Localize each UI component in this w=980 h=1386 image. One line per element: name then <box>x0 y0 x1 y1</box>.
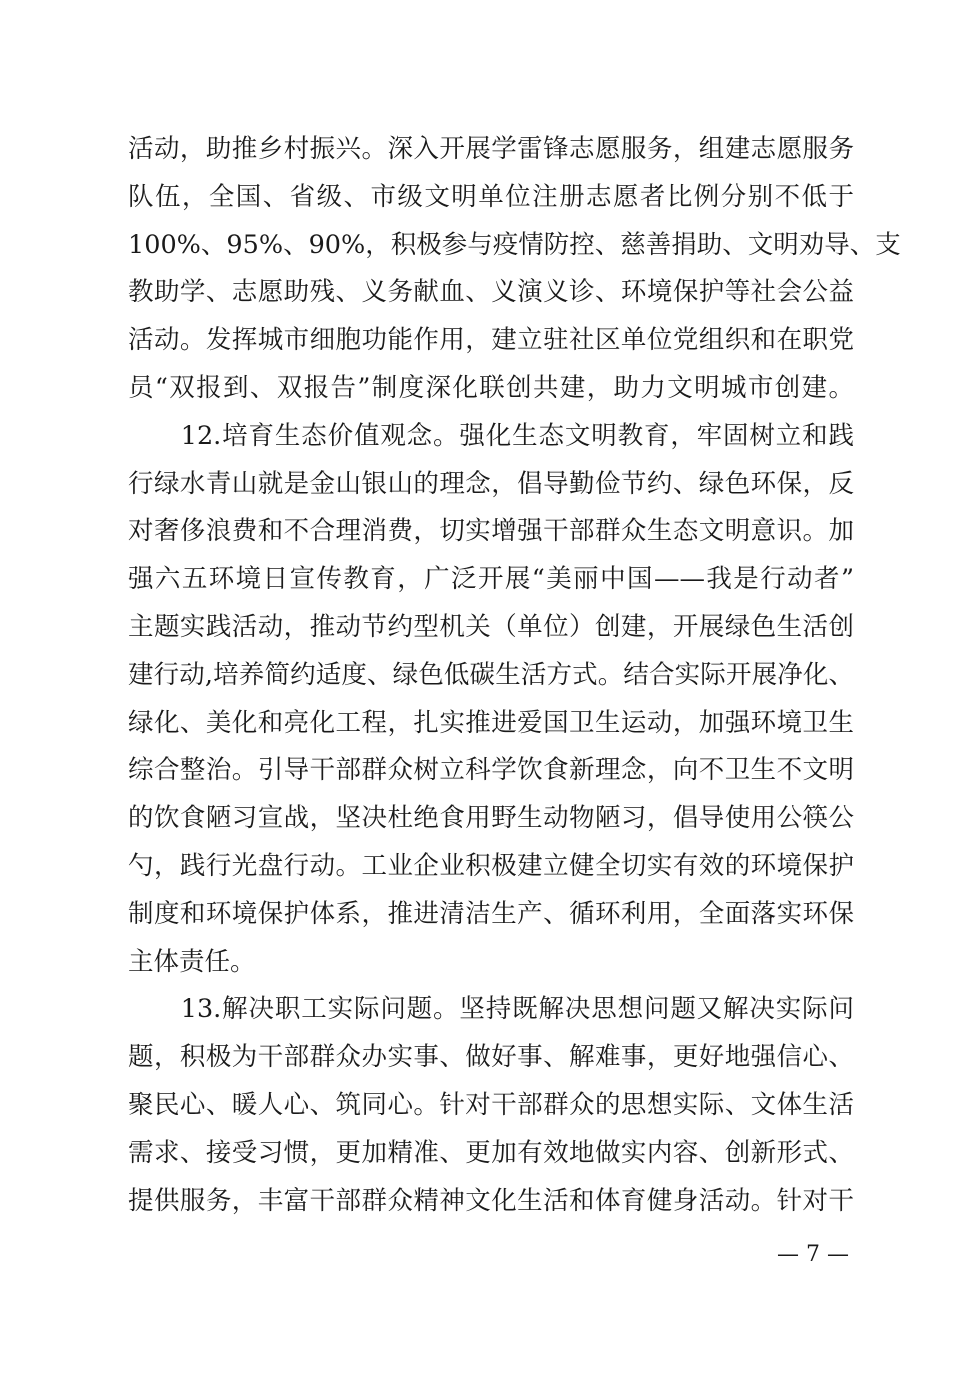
text-line: 题，积极为干部群众办实事、做好事、解难事，更好地强信心、 <box>128 1042 854 1073</box>
text-line: 教助学、志愿助残、义务献血、义演义诊、环境保护等社会公益 <box>128 277 854 308</box>
text-line: 12.培育生态价值观念。强化生态文明教育，牢固树立和践 <box>128 420 854 451</box>
text-line: 活动。发挥城市细胞功能作用，建立驻社区单位党组织和在职党 <box>128 325 854 356</box>
text-line: 的饮食陋习宣战，坚决杜绝食用野生动物陋习，倡导使用公筷公 <box>128 803 854 834</box>
text-line: 100%、95%、90%，积极参与疫情防控、慈善捐助、文明劝导、支 <box>128 229 901 260</box>
text-line: 制度和环境保护体系，推进清洁生产、循环利用，全面落实环保 <box>128 898 854 929</box>
text-line: 绿化、美化和亮化工程，扎实推进爱国卫生运动，加强环境卫生 <box>128 707 854 738</box>
text-line: 行绿水青山就是金山银山的理念，倡导勤俭节约、绿色环保，反 <box>128 468 854 499</box>
text-line: 提供服务，丰富干部群众精神文化生活和体育健身活动。针对干 <box>128 1185 854 1216</box>
text-line: 主体责任。 <box>128 946 256 977</box>
text-line: 强六五环境日宣传教育，广泛开展“美丽中国——我是行动者” <box>128 564 854 595</box>
text-line: 队伍，全国、省级、市级文明单位注册志愿者比例分别不低于 <box>128 181 854 212</box>
text-line: 活动，助推乡村振兴。深入开展学雷锋志愿服务，组建志愿服务 <box>128 134 854 164</box>
text-line: 勺，践行光盘行动。工业企业积极建立健全切实有效的环境保护 <box>128 850 854 881</box>
text-line: 需求、接受习惯，更加精准、更加有效地做实内容、创新形式、 <box>128 1137 854 1168</box>
text-line: 13.解决职工实际问题。坚持既解决思想问题又解决实际问 <box>128 994 854 1025</box>
body-text <box>128 126 901 1225</box>
text-line: 建行动,培养简约适度、绿色低碳生活方式。结合实际开展净化、 <box>128 659 854 690</box>
text-line: 综合整治。引导干部群众树立科学饮食新理念，向不卫生不文明 <box>128 755 854 786</box>
page-number: — 7 — <box>777 1242 849 1267</box>
text-line: 聚民心、暖人心、筑同心。针对干部群众的思想实际、文体生活 <box>128 1089 854 1120</box>
text-line: 员“双报到、双报告”制度深化联创共建，助力文明城市创建。 <box>128 372 854 403</box>
text-line: 主题实践活动，推动节约型机关（单位）创建，开展绿色生活创 <box>128 611 854 642</box>
text-line: 对奢侈浪费和不合理消费，切实增强干部群众生态文明意识。加 <box>128 516 854 547</box>
